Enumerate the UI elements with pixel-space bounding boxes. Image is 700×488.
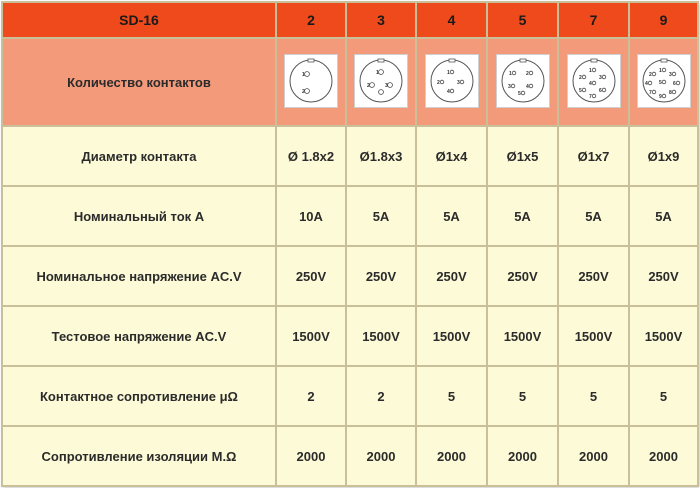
spec-value: Ø1x7 xyxy=(558,126,629,186)
pin-socket xyxy=(672,90,676,94)
spec-value: 1500V xyxy=(558,306,629,366)
pin-number: 9 xyxy=(658,93,662,100)
spec-value: Ø1x9 xyxy=(629,126,698,186)
pin-number: 5 xyxy=(658,79,662,86)
spec-value: Ø 1.8x2 xyxy=(276,126,346,186)
pin-number: 6 xyxy=(598,87,602,94)
spec-value: 1500V xyxy=(276,306,346,366)
connector-pinout-diagram xyxy=(496,54,550,108)
spec-value: 5 xyxy=(487,366,558,426)
connector-pinout-diagram xyxy=(284,54,338,108)
row-label: Сопротивление изоляции M.Ω xyxy=(2,426,276,486)
pin-number: 2 xyxy=(578,74,582,81)
pin-count-header: 5 xyxy=(487,2,558,38)
connector-pinout-svg xyxy=(285,55,337,107)
pin-number: 4 xyxy=(525,83,529,90)
pin-number: 1 xyxy=(588,67,592,74)
pin-number: 8 xyxy=(668,89,672,96)
spec-value: 2000 xyxy=(346,426,416,486)
pin-count-header: 3 xyxy=(346,2,416,38)
spec-value: Ø1.8x3 xyxy=(346,126,416,186)
pin-socket xyxy=(521,91,525,95)
spec-row xyxy=(2,426,698,486)
diagram-cell xyxy=(629,38,698,126)
connector-spec-table xyxy=(1,1,699,487)
pin-number: 4 xyxy=(644,80,648,87)
pin-socket xyxy=(529,71,533,75)
spec-row xyxy=(2,246,698,306)
connector-pinout-svg xyxy=(426,55,478,107)
spec-value: 1500V xyxy=(416,306,487,366)
spec-row xyxy=(2,126,698,186)
pin-socket xyxy=(305,88,310,93)
pin-socket xyxy=(652,72,656,76)
connector-pinout-diagram xyxy=(354,54,408,108)
pin-number: 1 xyxy=(302,71,305,78)
pin-count-header: 4 xyxy=(416,2,487,38)
pin-count-header: 7 xyxy=(558,2,629,38)
spec-value: 5A xyxy=(346,186,416,246)
diagram-cell xyxy=(416,38,487,126)
spec-value: 1500V xyxy=(629,306,698,366)
connector-pinout-svg xyxy=(638,55,690,107)
spec-value: 5A xyxy=(558,186,629,246)
connector-pinout-diagram xyxy=(567,54,621,108)
pin-socket xyxy=(440,80,444,84)
pin-number: 1 xyxy=(658,67,662,74)
connector-pinout-svg xyxy=(355,55,407,107)
pin-number: 2 xyxy=(436,79,440,86)
pin-socket xyxy=(512,71,516,75)
spec-value: 250V xyxy=(558,246,629,306)
spec-row xyxy=(2,306,698,366)
pin-socket xyxy=(676,81,680,85)
row-label: Контактное сопротивление μΩ xyxy=(2,366,276,426)
pin-number: 2 xyxy=(302,88,305,95)
pin-number: 1 xyxy=(508,70,512,77)
pin-number: 2 xyxy=(525,70,529,77)
pin-number: 3 xyxy=(456,79,460,86)
pin-number: 3 xyxy=(507,83,511,90)
pin-socket xyxy=(602,88,606,92)
spec-value: 10A xyxy=(276,186,346,246)
pin-socket xyxy=(592,81,596,85)
spec-value: 5 xyxy=(629,366,698,426)
pin-socket xyxy=(450,70,454,74)
pin-number: 2 xyxy=(648,71,652,78)
connector-pinout-svg xyxy=(497,55,549,107)
diagram-cell xyxy=(276,38,346,126)
spec-value: 1500V xyxy=(346,306,416,366)
spec-value: 5A xyxy=(416,186,487,246)
diagram-cell xyxy=(346,38,416,126)
pin-socket xyxy=(305,71,310,76)
row-label: Диаметр контакта xyxy=(2,126,276,186)
connector-pinout-svg xyxy=(568,55,620,107)
pin-socket xyxy=(648,81,652,85)
pin-number: 4 xyxy=(446,88,450,95)
spec-row xyxy=(2,366,698,426)
pin-number: 3 xyxy=(385,82,388,89)
pin-number: 1 xyxy=(446,69,450,76)
diagram-cell xyxy=(558,38,629,126)
connector-pinout-diagram xyxy=(425,54,479,108)
pin-count-header: 9 xyxy=(629,2,698,38)
spec-table-container xyxy=(1,1,697,485)
pin-number: 5 xyxy=(578,87,582,94)
spec-value: 5A xyxy=(629,186,698,246)
spec-value: 5A xyxy=(487,186,558,246)
row-label: Номинальный ток A xyxy=(2,186,276,246)
spec-value: 1500V xyxy=(487,306,558,366)
pin-socket xyxy=(662,80,666,84)
header-row xyxy=(2,2,698,38)
spec-value: Ø1x5 xyxy=(487,126,558,186)
diagram-cell xyxy=(487,38,558,126)
pin-number: 3 xyxy=(668,71,672,78)
row-label: Тестовое напряжение AC.V xyxy=(2,306,276,366)
spec-rows xyxy=(2,126,698,486)
spec-value: 250V xyxy=(276,246,346,306)
pin-socket xyxy=(582,75,586,79)
spec-value: 250V xyxy=(487,246,558,306)
pin-socket xyxy=(511,84,515,88)
spec-value: 2000 xyxy=(416,426,487,486)
spec-value: 5 xyxy=(416,366,487,426)
model-name: SD-16 xyxy=(2,2,276,38)
pin-number: 1 xyxy=(376,69,379,76)
spec-value: 2000 xyxy=(558,426,629,486)
pin-socket xyxy=(460,80,464,84)
spec-value: 2 xyxy=(276,366,346,426)
pin-socket xyxy=(602,75,606,79)
pin-number: 2 xyxy=(367,82,370,89)
row-label: Количество контактов xyxy=(2,38,276,126)
pin-socket xyxy=(450,89,454,93)
spec-value: 250V xyxy=(416,246,487,306)
spec-row xyxy=(2,186,698,246)
pin-socket xyxy=(370,82,375,87)
pin-socket xyxy=(672,72,676,76)
spec-value: 2 xyxy=(346,366,416,426)
pin-socket xyxy=(662,68,666,72)
pin-number: 5 xyxy=(517,90,521,97)
pin-number: 4 xyxy=(588,80,592,87)
spec-value: 2000 xyxy=(276,426,346,486)
pin-number: 7 xyxy=(588,93,592,100)
pin-socket xyxy=(379,89,384,94)
pin-socket xyxy=(592,94,596,98)
connector-pinout-diagram xyxy=(637,54,691,108)
spec-value: Ø1x4 xyxy=(416,126,487,186)
spec-value: 5 xyxy=(558,366,629,426)
pin-socket xyxy=(529,84,533,88)
pin-socket xyxy=(582,88,586,92)
diagram-row xyxy=(2,38,698,126)
spec-value: 250V xyxy=(346,246,416,306)
spec-value: 2000 xyxy=(487,426,558,486)
pin-socket xyxy=(388,82,393,87)
pin-number: 3 xyxy=(598,74,602,81)
pin-socket xyxy=(662,94,666,98)
row-label: Номинальное напряжение AC.V xyxy=(2,246,276,306)
spec-value: 2000 xyxy=(629,426,698,486)
pin-socket xyxy=(379,69,384,74)
pin-socket xyxy=(592,68,596,72)
spec-value: 250V xyxy=(629,246,698,306)
pin-number: 6 xyxy=(672,80,676,87)
pin-count-header: 2 xyxy=(276,2,346,38)
pin-socket xyxy=(652,90,656,94)
pin-number: 7 xyxy=(648,89,652,96)
